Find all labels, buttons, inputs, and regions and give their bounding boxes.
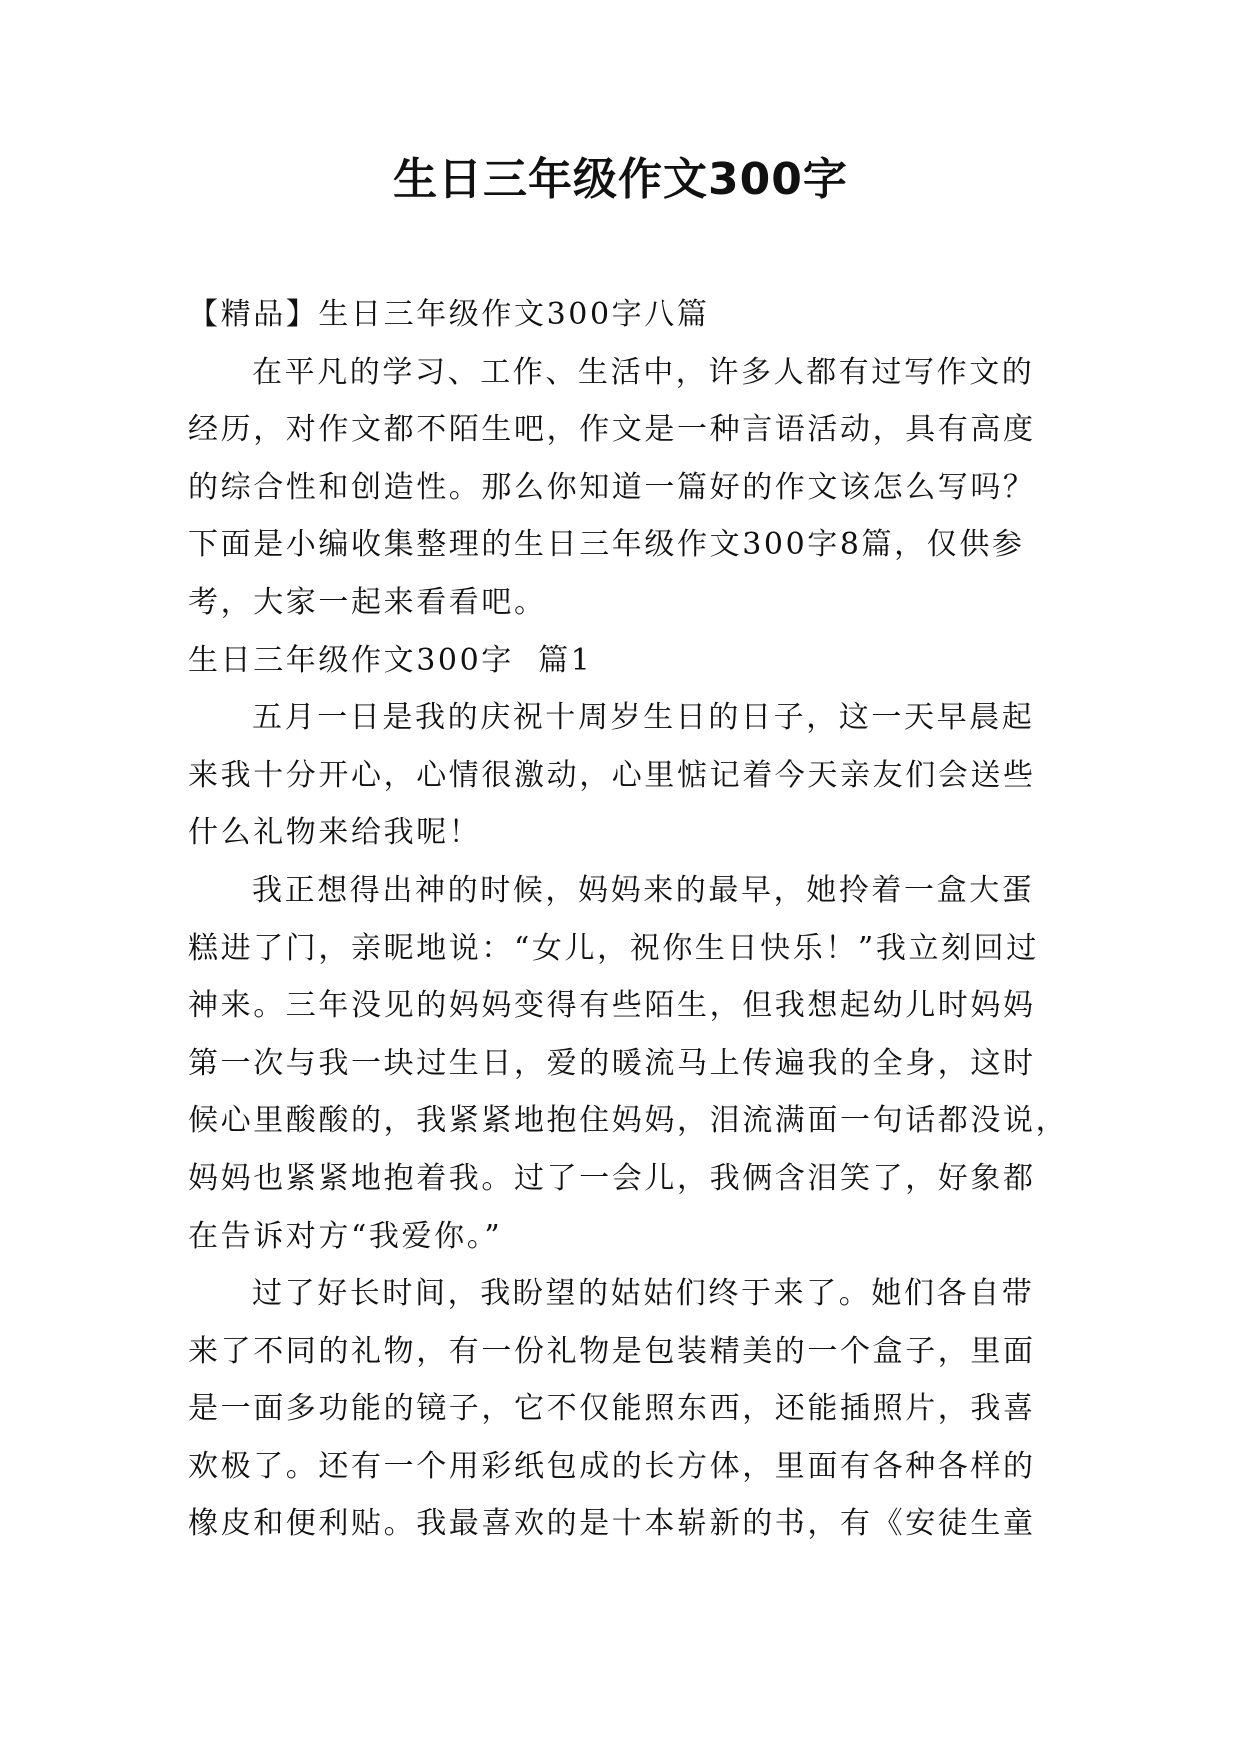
body-paragraph-2 (188, 862, 1069, 1265)
intro-paragraph (188, 344, 1058, 632)
text-line: 在告诉对方“我爱你。” (188, 1218, 503, 1254)
text-line: 下面是小编收集整理的生日三年级作文300字8篇，仅供参 (188, 527, 1025, 563)
text-line: 妈妈也紧紧地抱着我。过了一会儿，我俩含泪笑了，好象都 (188, 1160, 1036, 1196)
document-body (188, 286, 1069, 1553)
text-line: 橡皮和便利贴。我最喜欢的是十本崭新的书，有《安徒生童 (188, 1506, 1036, 1542)
text-line: 考，大家一起来看看吧。 (188, 584, 547, 620)
text-line: 过了好长时间，我盼望的姑姑们终于来了。她们各自带 (252, 1276, 1035, 1312)
text-line: 来我十分开心，心情很激动，心里惦记着今天亲友们会送些 (188, 757, 1036, 793)
text-line: 候心里酸酸的，我紧紧地抱住妈妈，泪流满面一句话都没说， (188, 1103, 1069, 1139)
text-line: 来了不同的礼物，有一份礼物是包装精美的一个盒子，里面 (188, 1333, 1036, 1369)
text-line: 欢极了。还有一个用彩纸包成的长方体，里面有各种各样的 (188, 1448, 1036, 1484)
text-line: 在平凡的学习、工作、生活中，许多人都有过写作文的 (252, 354, 1035, 390)
text-line: 什么礼物来给我呢！ (188, 815, 482, 851)
section-heading: 生日三年级作文300字 篇1 (188, 642, 593, 678)
text-line: 糕进了门，亲昵地说：“女儿，祝你生日快乐！”我立刻回过 (188, 930, 1039, 966)
body-paragraph-1 (188, 689, 1058, 862)
body-paragraph-3 (188, 1265, 1058, 1553)
text-line: 的综合性和创造性。那么你知道一篇好的作文该怎么写吗？ (188, 469, 1036, 505)
text-line: 五月一日是我的庆祝十周岁生日的日子，这一天早晨起 (252, 700, 1035, 736)
text-line: 是一面多功能的镜子，它不仅能照东西，还能插照片，我喜 (188, 1391, 1036, 1427)
text-line: 神来。三年没见的妈妈变得有些陌生，但我想起幼儿时妈妈 (188, 988, 1036, 1024)
text-line: 经历，对作文都不陌生吧，作文是一种言语活动，具有高度 (188, 412, 1036, 448)
document-subtitle: 【精品】生日三年级作文300字八篇 (188, 297, 710, 332)
text-line: 第一次与我一块过生日，爱的暖流马上传遍我的全身，这时 (188, 1045, 1036, 1081)
document-title: 生日三年级作文300字 (393, 154, 848, 205)
text-line: 我正想得出神的时候，妈妈来的最早，她拎着一盒大蛋 (252, 872, 1035, 908)
